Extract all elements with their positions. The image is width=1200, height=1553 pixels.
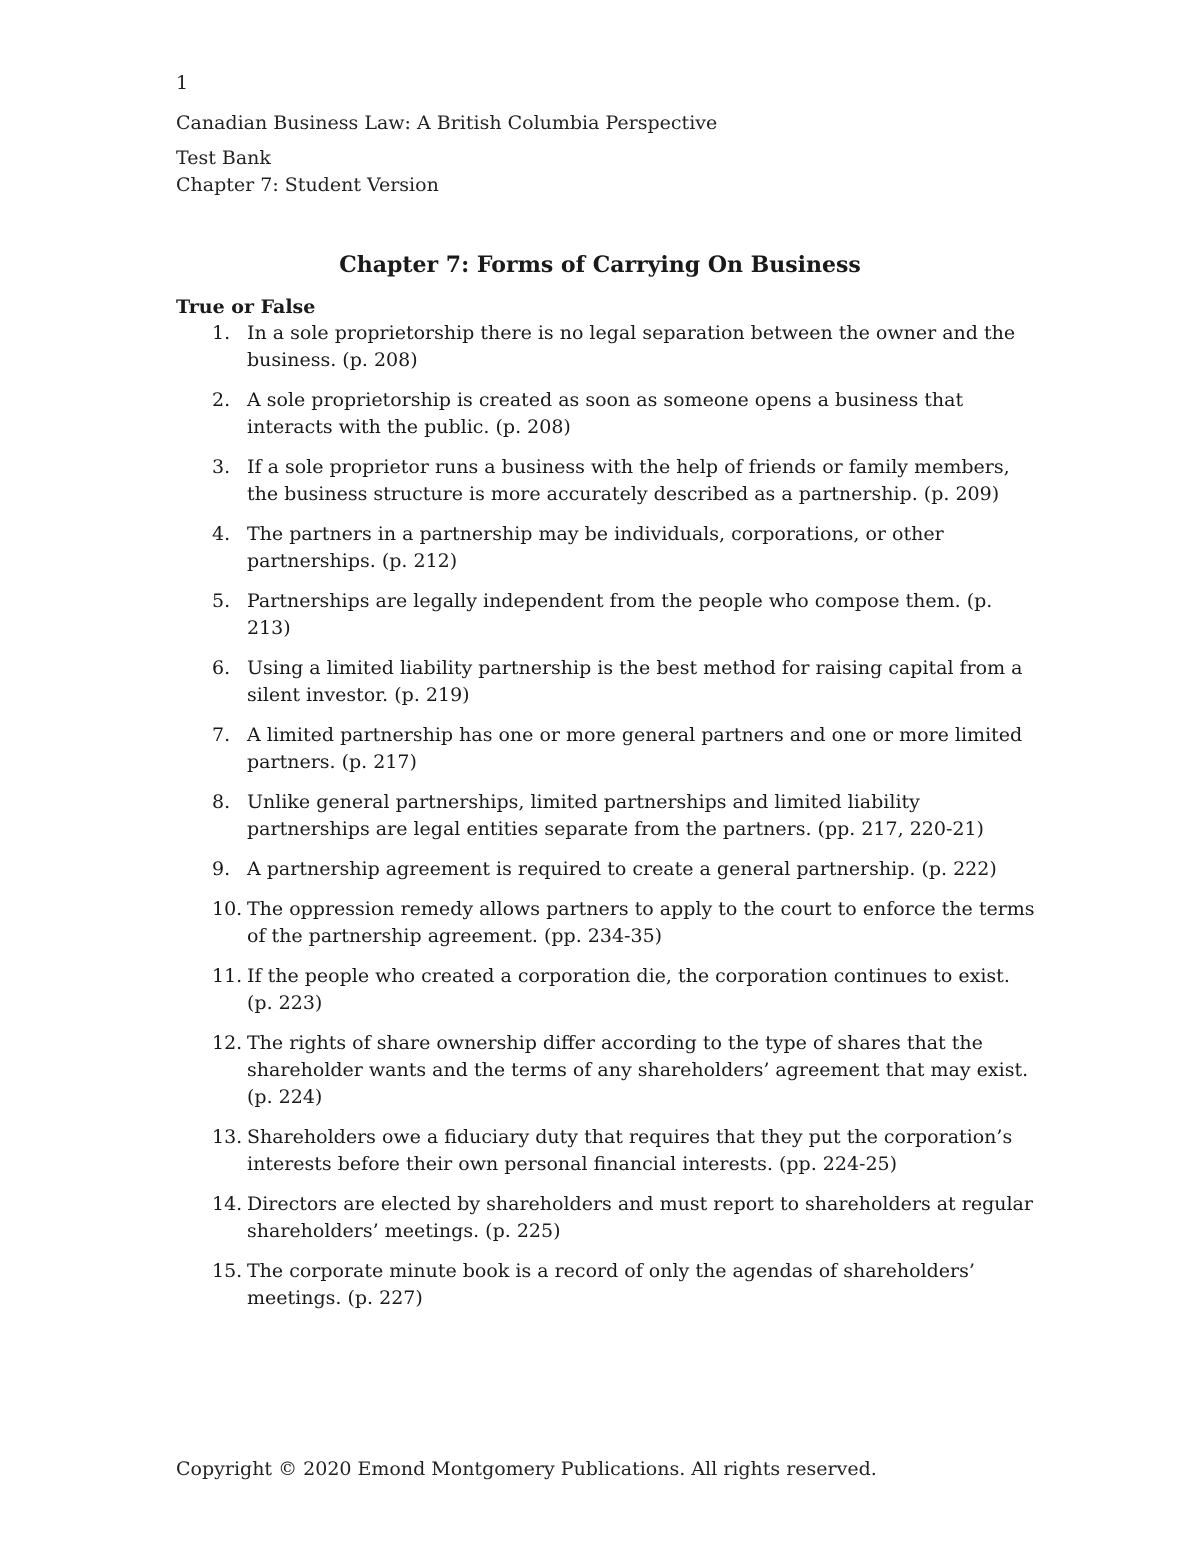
question-item [176,1191,1036,1245]
page-header [176,70,717,199]
question-item [176,387,1036,441]
question-text: Using a limited liability partnership is the best method for raising capital from a silent investor. (p. 219) [247,657,1023,706]
question-number: 10. [212,898,243,920]
question-item [176,1030,1036,1111]
question-text: A partnership agreement is required to create a general partnership. (p. 222) [247,858,997,880]
question-number: 4. [212,523,231,545]
question-text: The partners in a partnership may be individuals, corporations, or other partnerships. (p. 212) [247,523,944,572]
question-item [176,454,1036,508]
question-number: 6. [212,657,231,679]
question-text: A sole proprietorship is created as soon as someone opens a business that interacts with the public. (p. 208) [247,389,964,438]
question-number: 7. [212,724,231,746]
question-text: The corporate minute book is a record of only the agendas of shareholders’ meetings. (p. 227) [247,1260,975,1309]
question-text: If the people who created a corporation die, the corporation continues to exist. (p. 223) [247,965,1010,1014]
page-number: 1 [176,72,189,94]
question-number: 2. [212,389,231,411]
question-number: 3. [212,456,231,478]
question-text: Directors are elected by shareholders and must report to shareholders at regular shareholders’ meetings. (p. 225) [247,1193,1033,1242]
question-text: The rights of share ownership differ according to the type of shares that the shareholder wants and the terms of any shareholders’ agreement that may exist. (p. 224) [247,1032,1029,1108]
question-item [176,1124,1036,1178]
question-text: The oppression remedy allows partners to apply to the court to enforce the terms of the partnership agreement. (pp. 234-35) [247,898,1035,947]
question-list [176,320,1036,1325]
question-text: Partnerships are legally independent from the people who compose them. (p. 213) [247,590,993,639]
doc-type: Test Bank [176,147,271,169]
question-item [176,521,1036,575]
question-text: If a sole proprietor runs a business with the help of friends or family members, the business structure is more accurately described as a partnership. (p. 209) [247,456,1010,505]
question-number: 15. [212,1260,243,1282]
question-item [176,1258,1036,1312]
version-label: Chapter 7: Student Version [176,174,439,196]
question-item [176,856,1036,883]
question-item [176,722,1036,776]
question-item [176,655,1036,709]
copyright-footer: Copyright © 2020 Emond Montgomery Publications. All rights reserved. [176,1458,877,1480]
question-number: 1. [212,322,231,344]
question-number: 14. [212,1193,243,1215]
question-number: 13. [212,1126,243,1148]
question-item [176,320,1036,374]
question-number: 8. [212,791,231,813]
question-item [176,789,1036,843]
question-text: A limited partnership has one or more general partners and one or more limited partners. (p. 217) [247,724,1023,773]
question-number: 5. [212,590,231,612]
question-item [176,963,1036,1017]
section-heading: True or False [176,296,316,318]
question-item [176,896,1036,950]
question-text: Shareholders owe a fiduciary duty that requires that they put the corporation’s interests before their own personal financial interests. (pp. 224-25) [247,1126,1013,1175]
question-number: 12. [212,1032,243,1054]
chapter-title: Chapter 7: Forms of Carrying On Business [339,252,861,278]
question-number: 11. [212,965,243,987]
book-title: Canadian Business Law: A British Columbia Perspective [176,112,718,134]
question-number: 9. [212,858,231,880]
question-text: In a sole proprietorship there is no legal separation between the owner and the business. (p. 208) [247,322,1016,371]
question-item [176,588,1036,642]
question-text: Unlike general partnerships, limited partnerships and limited liability partnerships are legal entities separate from the partners. (pp. 217, 220-21) [247,791,984,840]
